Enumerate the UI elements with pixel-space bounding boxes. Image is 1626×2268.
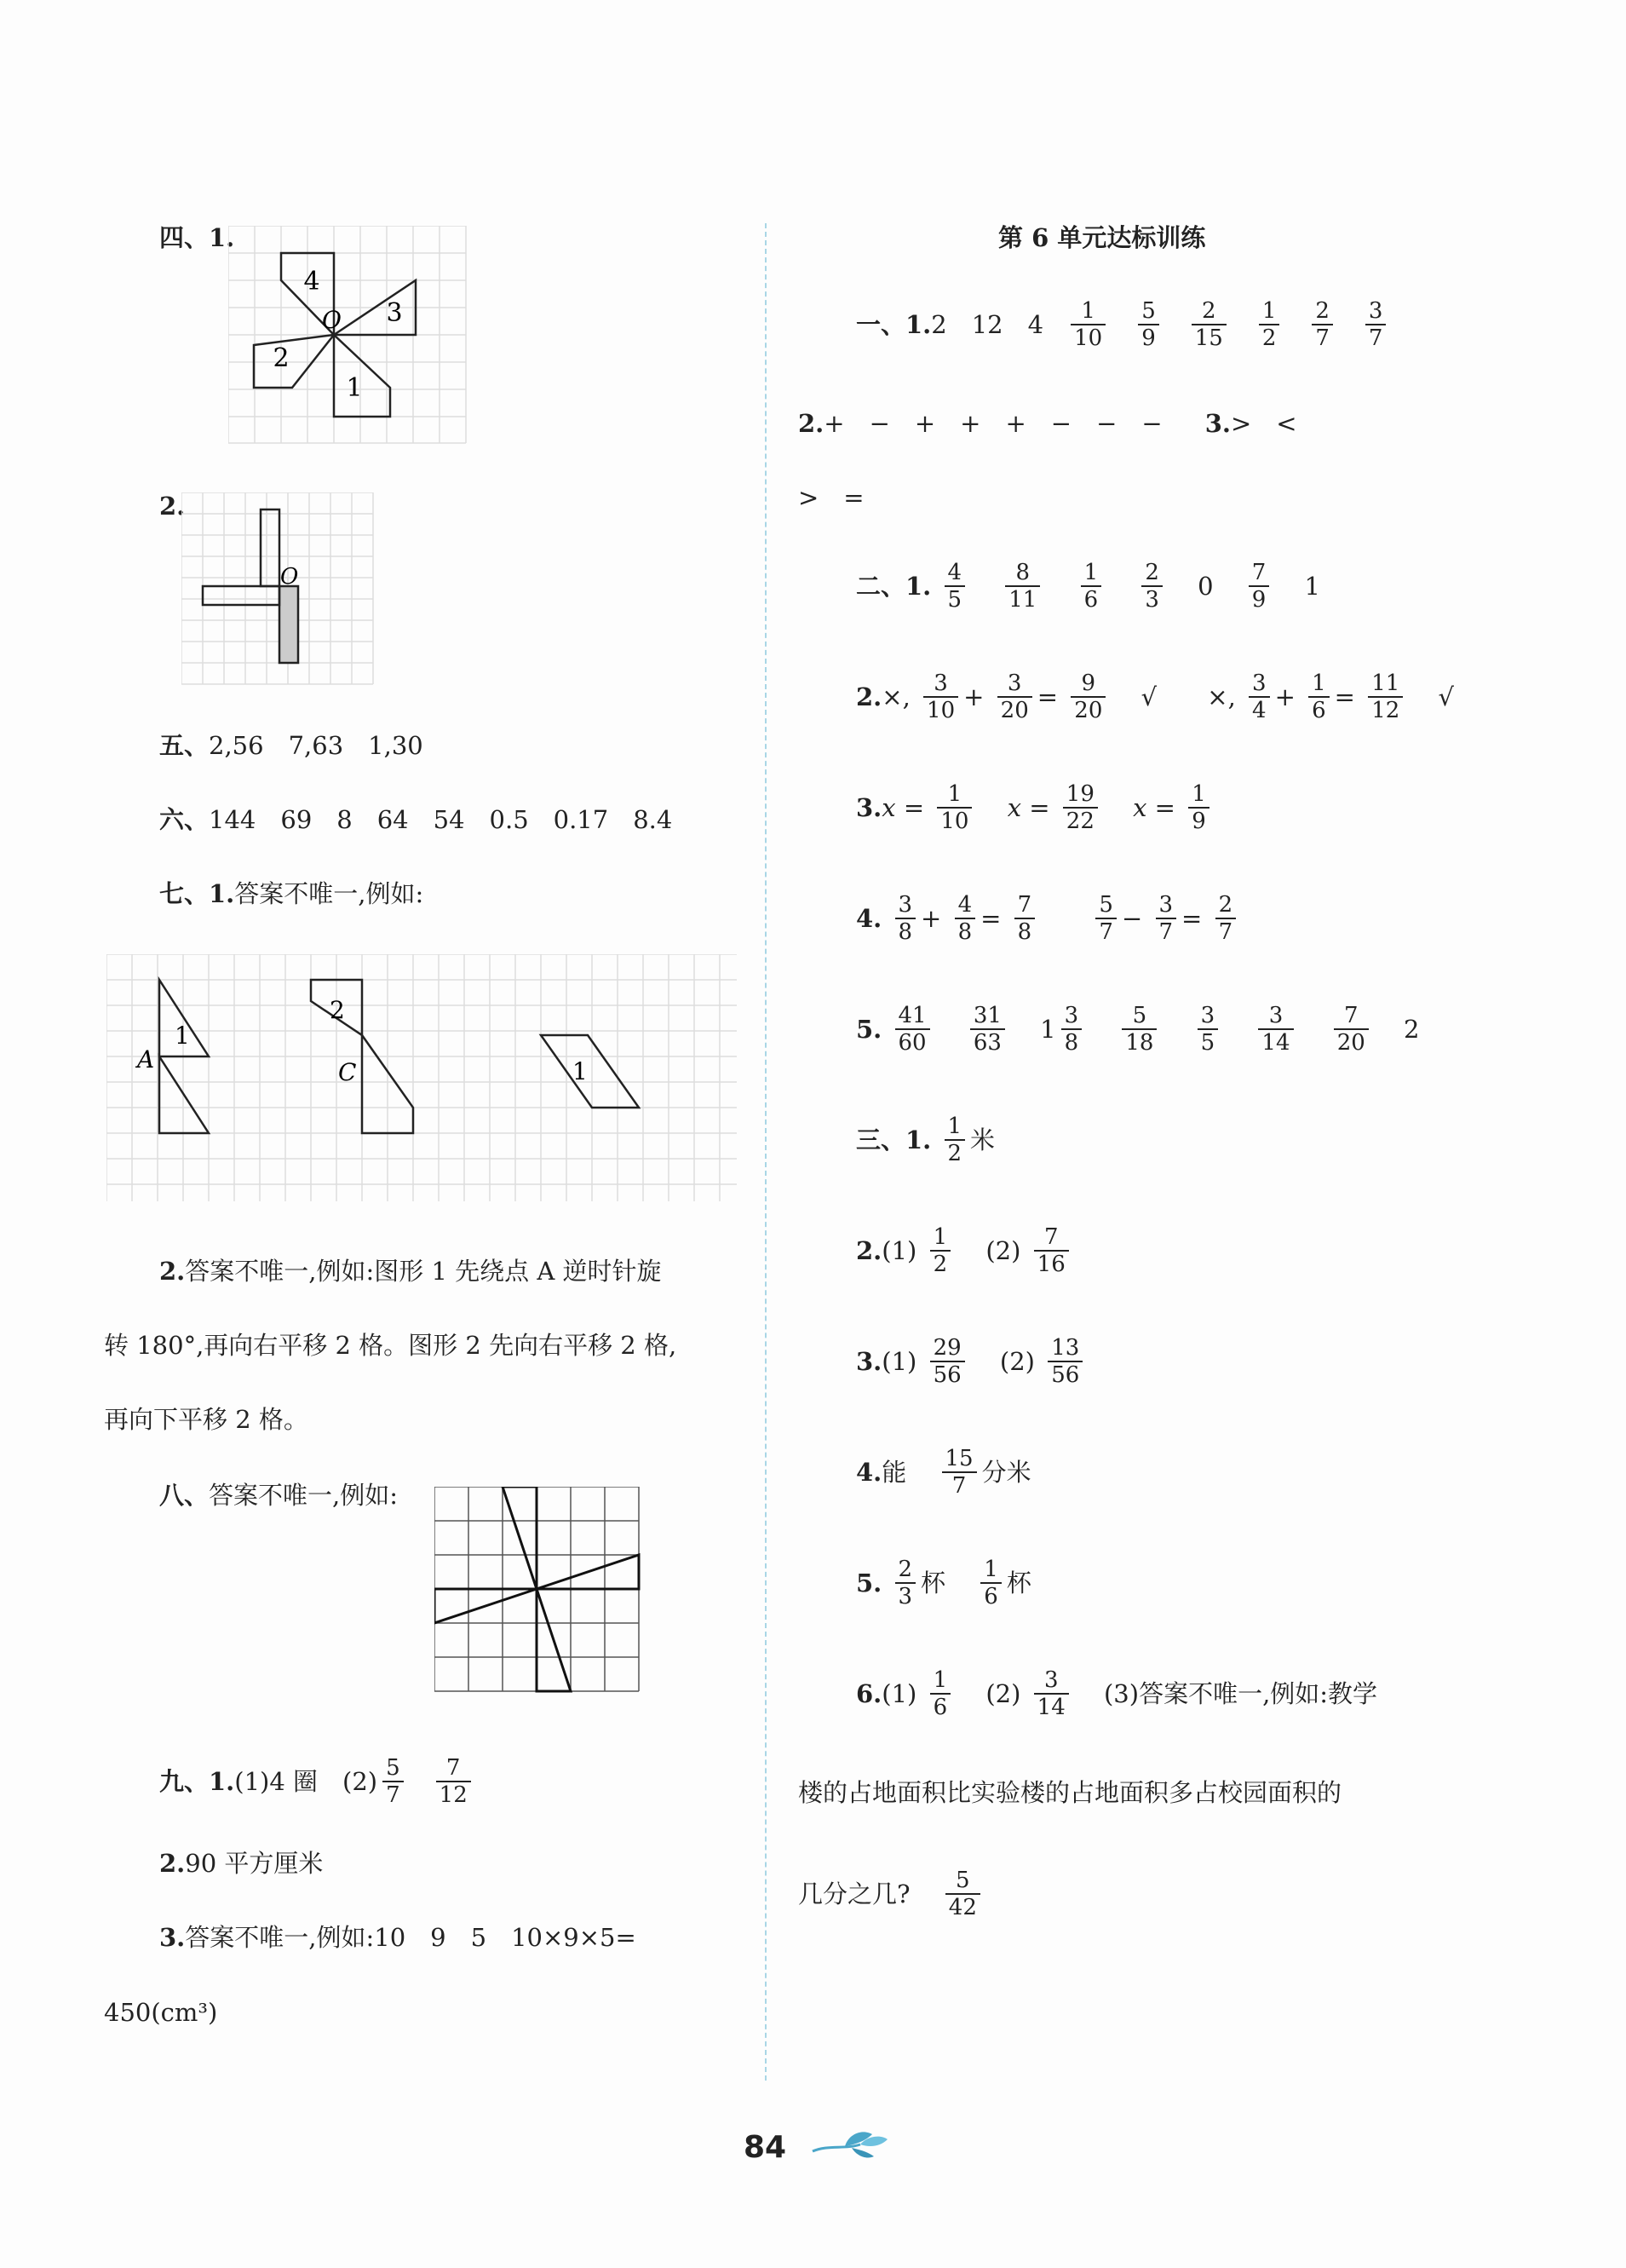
denominator: 22 — [1066, 809, 1095, 834]
r2-text: + − + + + − − − — [824, 409, 1163, 438]
fraction — [895, 1003, 930, 1056]
section-6 — [159, 805, 672, 834]
r1-label: 一、1. — [856, 310, 932, 339]
denominator: 42 — [948, 1895, 977, 1920]
denominator: 6 — [933, 1695, 948, 1720]
equals: = — [980, 904, 1002, 933]
fraction — [1081, 560, 1102, 613]
denominator: 56 — [933, 1362, 962, 1388]
e2-a: ×, — [882, 682, 911, 711]
translation-figure-grid — [106, 954, 745, 1210]
numerator: 1 — [930, 1667, 951, 1695]
numerator: 5 — [1095, 892, 1117, 919]
denominator: 2 — [947, 1141, 962, 1166]
section-4-label: 四、1. — [159, 223, 235, 252]
equals: = — [1181, 904, 1203, 933]
fraction — [1334, 1003, 1369, 1056]
check-mark: √ — [1438, 682, 1454, 711]
section-9-item-3-label: 3. — [159, 1923, 186, 1952]
e1-zero: 0 — [1198, 572, 1214, 601]
denominator: 10 — [927, 698, 956, 723]
denominator: 60 — [898, 1030, 927, 1056]
denominator: 3 — [1145, 587, 1159, 613]
numerator: 31 — [970, 1003, 1005, 1030]
fig7-label-1b: 1 — [572, 1057, 588, 1085]
fig1-label-4: 4 — [303, 267, 320, 296]
section-8-text: 答案不唯一,例如: — [209, 1481, 399, 1510]
numerator: 3 — [1156, 892, 1177, 919]
section-9-label: 九、1. — [159, 1767, 235, 1796]
e2-b: ×, — [1207, 682, 1236, 711]
fraction — [1071, 671, 1106, 723]
numerator: 4 — [955, 892, 976, 919]
section-9-item-3-text: 答案不唯一,例如:10 9 5 10×9×5= — [185, 1923, 636, 1952]
denominator: 8 — [957, 919, 973, 945]
denominator: 8 — [1064, 1030, 1079, 1056]
fraction — [1005, 560, 1040, 613]
fig7-label-A: A — [137, 1045, 155, 1074]
denominator: 7 — [1368, 325, 1383, 351]
x-equals: x = — [882, 793, 925, 822]
numerator: 2 — [1312, 298, 1333, 325]
fig7-label-2: 2 — [330, 996, 345, 1024]
numerator: 3 — [1198, 1003, 1219, 1030]
s32-label: 2. — [856, 1236, 882, 1265]
fraction — [436, 1755, 471, 1808]
fraction — [1312, 298, 1333, 351]
numerator: 1 — [1081, 560, 1102, 587]
numerator: 3 — [895, 892, 916, 919]
section-7-item-2-line1 — [159, 1257, 662, 1286]
s3-item-4 — [856, 1446, 1031, 1499]
fraction — [1259, 298, 1280, 351]
s36-label: 6. — [856, 1679, 882, 1708]
e5-label: 5. — [856, 1015, 882, 1044]
denominator: 20 — [1336, 1030, 1365, 1056]
section-5-label: 五、 — [159, 731, 210, 760]
part-label: (1) — [882, 1236, 917, 1265]
plus: + — [963, 682, 985, 711]
fraction — [930, 1335, 965, 1388]
s3-item-6 — [856, 1667, 1377, 1720]
question-text: 几分之几? — [798, 1879, 911, 1908]
fraction — [1156, 892, 1177, 945]
denominator: 12 — [1371, 698, 1400, 723]
unit: 杯 — [921, 1569, 946, 1597]
fig7-label-C: C — [338, 1058, 357, 1086]
numerator: 11 — [1368, 671, 1403, 698]
denominator: 9 — [1251, 587, 1267, 613]
denominator: 14 — [1261, 1030, 1290, 1056]
fraction — [1048, 1335, 1083, 1388]
page-number: 84 — [744, 2130, 787, 2165]
unit: 米 — [970, 1125, 996, 1154]
numerator: 1 — [937, 781, 972, 809]
numerator: 3 — [997, 671, 1032, 698]
numerator: 5 — [1122, 1003, 1157, 1030]
numerator: 5 — [945, 1868, 980, 1895]
s34-label: 4. — [856, 1458, 882, 1487]
section-9-item-3-line2: 450(cm³) — [104, 1998, 218, 2027]
section-7 — [159, 879, 423, 908]
fraction — [1368, 671, 1403, 723]
denominator: 7 — [386, 1782, 400, 1808]
part-label: (1) — [882, 1347, 917, 1376]
fraction — [937, 781, 972, 834]
fraction — [970, 1003, 1005, 1056]
denominator: 4 — [1252, 698, 1267, 723]
section-7-text: 答案不唯一,例如: — [234, 879, 424, 908]
denominator: 8 — [1017, 919, 1032, 945]
s33-label: 3. — [856, 1347, 882, 1376]
s3-item-6-line2: 楼的占地面积比实验楼的占地面积多占校园面积的 — [798, 1778, 1342, 1807]
numerator: 4 — [945, 560, 966, 587]
denominator: 20 — [1074, 698, 1103, 723]
fraction — [997, 671, 1032, 723]
denominator: 3 — [898, 1584, 913, 1609]
numerator: 1 — [930, 1224, 951, 1252]
part-label: (2) — [999, 1347, 1035, 1376]
denominator: 6 — [1083, 587, 1099, 613]
mixed-integer: 1 — [1040, 1015, 1056, 1044]
numerator: 1 — [1188, 781, 1209, 809]
fraction — [942, 1446, 977, 1499]
s3-item-5 — [856, 1557, 1031, 1609]
part-label: (1) — [882, 1679, 917, 1708]
rotation-figure-2-grid — [181, 492, 377, 688]
fraction — [1188, 781, 1209, 834]
fraction — [1122, 1003, 1157, 1056]
numerator: 3 — [1258, 1003, 1293, 1030]
denominator: 56 — [1051, 1362, 1080, 1388]
denominator: 14 — [1037, 1695, 1066, 1720]
fraction — [1198, 1003, 1219, 1056]
plus: + — [1274, 682, 1296, 711]
denominator: 7 — [1099, 919, 1113, 945]
part-text: (3)答案不唯一,例如:教学 — [1103, 1679, 1378, 1708]
section-9-item-2-text: 90 平方厘米 — [185, 1849, 324, 1878]
section-7-item-2-line2: 转 180°,再向右平移 2 格。图形 2 先向右平移 2 格, — [104, 1331, 677, 1360]
fraction — [930, 1667, 951, 1720]
r3-label: 3. — [1204, 409, 1231, 438]
e-item-2 — [856, 671, 1454, 723]
fraction — [1249, 671, 1270, 723]
denominator: 11 — [1008, 587, 1037, 613]
fraction — [1138, 298, 1159, 351]
numerator: 3 — [1061, 1003, 1083, 1030]
section-9-item-2 — [159, 1849, 323, 1878]
s3-item-2 — [856, 1224, 1074, 1277]
fraction — [1215, 892, 1237, 945]
x-equals: x = — [1133, 793, 1175, 822]
denominator: 2 — [1261, 325, 1277, 351]
denominator: 15 — [1194, 325, 1223, 351]
numerator: 7 — [1014, 892, 1036, 919]
numerator: 1 — [980, 1557, 1002, 1584]
e3-label: 3. — [856, 793, 882, 822]
denominator: 6 — [1312, 698, 1326, 723]
e5-two: 2 — [1404, 1015, 1420, 1044]
part-label: (2) — [985, 1679, 1021, 1708]
fraction — [980, 1557, 1002, 1609]
fig7-label-1a: 1 — [175, 1022, 190, 1050]
fraction — [895, 1557, 916, 1609]
denominator: 6 — [984, 1584, 998, 1609]
denominator: 5 — [1200, 1030, 1215, 1056]
numerator: 5 — [382, 1755, 404, 1782]
answer: 能 — [882, 1458, 907, 1487]
numerator: 2 — [895, 1557, 916, 1584]
numerator: 1 — [1071, 298, 1106, 325]
numerator: 5 — [1138, 298, 1159, 325]
section-4-item-2: 2. — [159, 492, 186, 521]
section-9-item-2-label: 2. — [159, 1849, 186, 1878]
equals: = — [1037, 682, 1059, 711]
numerator: 3 — [1365, 298, 1387, 325]
e-item-5 — [856, 1003, 1420, 1056]
s3-item-1 — [856, 1114, 995, 1166]
numerator: 7 — [436, 1755, 471, 1782]
fig1-label-3: 3 — [386, 298, 403, 328]
e-item-1 — [856, 560, 1320, 613]
numerator: 3 — [923, 671, 958, 698]
fig2-center-O: O — [280, 564, 299, 590]
numerator: 3 — [1034, 1667, 1069, 1695]
section-6-label: 六、 — [159, 805, 210, 834]
s31-label: 三、1. — [856, 1125, 932, 1154]
numerator: 2 — [1215, 892, 1237, 919]
denominator: 2 — [933, 1252, 948, 1277]
section-5-answers: 2,56 7,63 1,30 — [209, 731, 423, 760]
e1-label: 二、1. — [856, 572, 932, 601]
section-7-item-2-text1: 答案不唯一,例如:图形 1 先绕点 A 逆时针旋 — [185, 1257, 662, 1286]
fraction — [955, 892, 976, 945]
fraction — [945, 1868, 980, 1920]
section-9-item-3 — [159, 1923, 636, 1952]
r3-text: > < — [1230, 409, 1297, 438]
symmetry-figure-grid — [434, 1487, 643, 1695]
section-7-item-2-label: 2. — [159, 1257, 186, 1286]
rotation-figure-grid — [228, 226, 472, 445]
numerator: 7 — [1249, 560, 1270, 587]
section-8 — [159, 1481, 398, 1510]
denominator: 10 — [940, 809, 969, 834]
denominator: 63 — [973, 1030, 1002, 1056]
e1-one: 1 — [1304, 572, 1320, 601]
fraction — [1249, 560, 1270, 613]
r1-item-2 — [798, 409, 1297, 438]
numerator: 7 — [1034, 1224, 1069, 1252]
numerator: 29 — [930, 1335, 965, 1362]
denominator: 20 — [1000, 698, 1029, 723]
numerator: 41 — [895, 1003, 930, 1030]
fraction — [1014, 892, 1036, 945]
numerator: 1 — [1259, 298, 1280, 325]
s35-label: 5. — [856, 1569, 882, 1597]
fraction — [1141, 560, 1163, 613]
e2-label: 2. — [856, 682, 882, 711]
denominator: 5 — [947, 587, 962, 613]
fraction — [1061, 1003, 1083, 1056]
denominator: 7 — [1218, 919, 1233, 945]
fraction — [1095, 892, 1117, 945]
section-7-item-2-line3: 再向下平移 2 格。 — [104, 1405, 308, 1434]
numerator: 8 — [1005, 560, 1040, 587]
x-equals: x = — [1007, 793, 1050, 822]
e4-label: 4. — [856, 904, 882, 933]
denominator: 7 — [951, 1473, 967, 1499]
fraction — [895, 892, 916, 945]
plus: + — [921, 904, 942, 933]
fraction — [1308, 671, 1330, 723]
numerator: 19 — [1063, 781, 1098, 809]
fig1-label-2: 2 — [273, 343, 290, 373]
s3-item-3 — [856, 1335, 1088, 1388]
r1-item-3-line2: > = — [798, 483, 865, 512]
section-5 — [159, 731, 423, 760]
fraction — [945, 1114, 966, 1166]
fraction — [1071, 298, 1106, 351]
fraction — [1034, 1224, 1069, 1277]
check-mark: √ — [1140, 682, 1158, 711]
unit-title: 第 6 单元达标训练 — [998, 223, 1206, 252]
part-label: (2) — [985, 1236, 1021, 1265]
fig1-label-1: 1 — [346, 373, 363, 403]
section-9-item-1 — [159, 1755, 476, 1808]
r1-item-1 — [856, 298, 1413, 351]
denominator: 7 — [1158, 919, 1174, 945]
numerator: 15 — [942, 1446, 977, 1473]
denominator: 7 — [1315, 325, 1330, 351]
r1-text: 2 12 4 — [931, 310, 1044, 339]
denominator: 9 — [1192, 809, 1206, 834]
fraction — [1063, 781, 1098, 834]
minus: − — [1121, 904, 1143, 933]
fraction — [1365, 298, 1387, 351]
numerator: 7 — [1334, 1003, 1369, 1030]
column-divider — [765, 223, 767, 2081]
denominator: 8 — [898, 919, 913, 945]
fraction — [945, 560, 966, 613]
numerator: 1 — [945, 1114, 966, 1141]
fraction — [923, 671, 958, 723]
numerator: 1 — [1308, 671, 1330, 698]
fraction — [930, 1224, 951, 1277]
e-item-4 — [856, 892, 1241, 945]
equals: = — [1334, 682, 1355, 711]
denominator: 12 — [439, 1782, 468, 1808]
unit: 分米 — [981, 1458, 1031, 1487]
section-9-text: (1)4 圈 (2) — [234, 1767, 378, 1796]
denominator: 16 — [1037, 1252, 1066, 1277]
denominator: 10 — [1074, 325, 1103, 351]
fraction — [382, 1755, 404, 1808]
section-8-label: 八、 — [159, 1481, 210, 1510]
denominator: 18 — [1125, 1030, 1154, 1056]
section-7-label: 七、1. — [159, 879, 235, 908]
fraction — [1034, 1667, 1069, 1720]
unit: 杯 — [1006, 1569, 1031, 1597]
r2-label: 2. — [798, 409, 824, 438]
section-6-answers: 144 69 8 64 54 0.5 0.17 8.4 — [209, 805, 673, 834]
leaf-decoration-icon — [811, 2126, 892, 2168]
s3-item-6-line3 — [798, 1868, 985, 1920]
numerator: 9 — [1071, 671, 1106, 698]
fraction — [1258, 1003, 1293, 1056]
denominator: 9 — [1141, 325, 1156, 351]
fig1-center-O: O — [322, 306, 342, 334]
numerator: 13 — [1048, 1335, 1083, 1362]
e-item-3 — [856, 781, 1215, 834]
numerator: 3 — [1249, 671, 1270, 698]
r1-fractions — [1066, 298, 1413, 351]
numerator: 2 — [1141, 560, 1163, 587]
fraction — [1192, 298, 1227, 351]
numerator: 2 — [1192, 298, 1227, 325]
